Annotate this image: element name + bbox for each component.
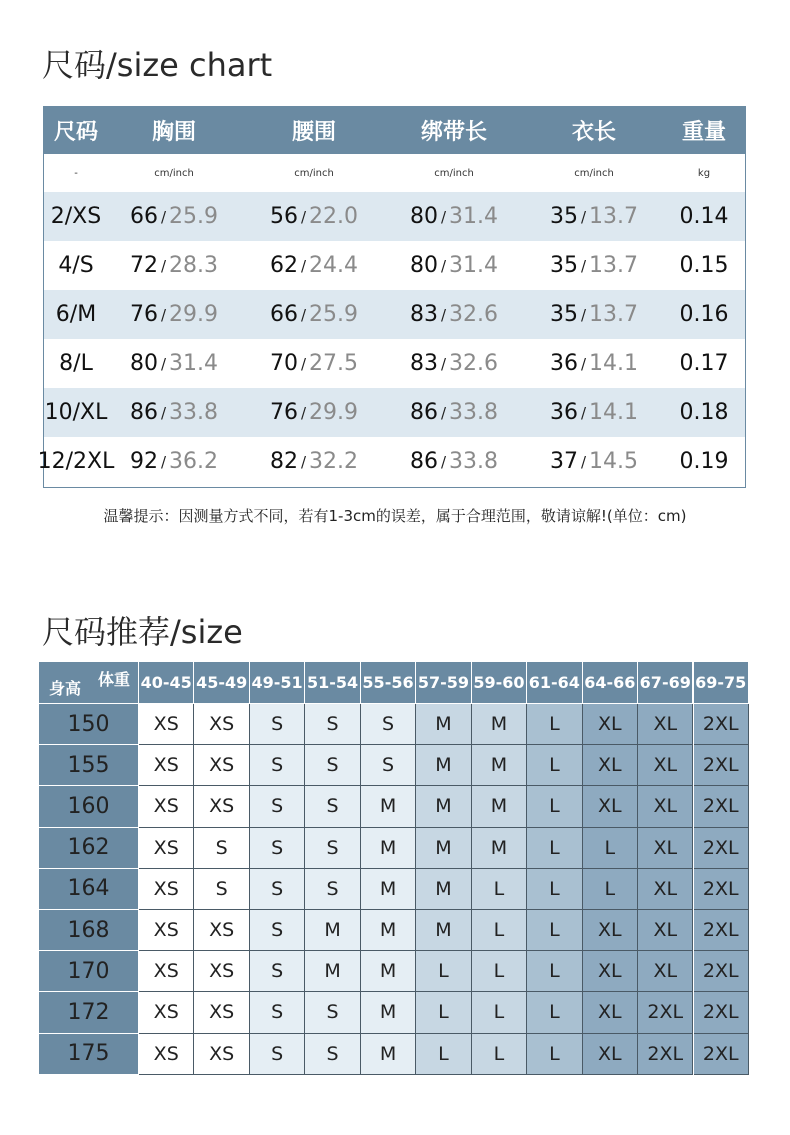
size-recommend-cell: M bbox=[361, 1034, 416, 1075]
separator: / bbox=[580, 354, 587, 373]
size-recommend-cell: XS bbox=[194, 992, 249, 1033]
measure-cell bbox=[529, 388, 659, 437]
header-cell-3: 绑带长 bbox=[420, 120, 487, 145]
size-recommend-cell: XS bbox=[139, 745, 194, 786]
size-recommend-cell: XS bbox=[139, 786, 194, 827]
cm-value: 66 bbox=[269, 302, 298, 327]
size-recommend-cell: L bbox=[527, 869, 582, 910]
separator: / bbox=[160, 354, 167, 373]
measure-cell bbox=[109, 388, 239, 437]
size-recommend-cell: M bbox=[305, 951, 360, 992]
height-cell: 155 bbox=[39, 745, 139, 786]
size-recommend-cell: S bbox=[250, 1034, 305, 1075]
inch-value: 27.5 bbox=[309, 351, 359, 376]
measure-cell bbox=[249, 437, 379, 486]
size-label: 4/S bbox=[58, 253, 94, 278]
weight-value: 0.16 bbox=[679, 302, 729, 327]
inch-value: 14.5 bbox=[589, 449, 639, 474]
height-cell: 150 bbox=[39, 704, 139, 745]
size-recommend-cell: S bbox=[305, 869, 360, 910]
weight-header-cell: 69-75 bbox=[694, 662, 749, 704]
separator: / bbox=[160, 452, 167, 471]
size-recommend-cell: XS bbox=[194, 1034, 249, 1075]
size-recommend-cell: 2XL bbox=[694, 1034, 749, 1075]
size-recommend-cell: 2XL bbox=[694, 828, 749, 869]
size-recommend-cell: L bbox=[527, 828, 582, 869]
separator: / bbox=[580, 207, 587, 226]
size-recommend-cell: L bbox=[527, 992, 582, 1033]
separator: / bbox=[440, 256, 447, 275]
measure-cell bbox=[389, 192, 519, 241]
size-recommend-cell: S bbox=[305, 786, 360, 827]
size-recommend-cell: XL bbox=[638, 951, 693, 992]
height-cell: 175 bbox=[39, 1034, 139, 1075]
cm-value: 35 bbox=[549, 302, 578, 327]
measure-cell bbox=[249, 241, 379, 290]
size-recommend-table bbox=[39, 662, 749, 1075]
size-recommend-cell: L bbox=[472, 869, 527, 910]
size-recommend-cell: XL bbox=[638, 745, 693, 786]
weight-axis-label: 体重 bbox=[97, 670, 130, 689]
size-recommend-cell: S bbox=[250, 992, 305, 1033]
size-recommend-cell: S bbox=[361, 704, 416, 745]
size-chart-row bbox=[44, 339, 745, 388]
inch-value: 36.2 bbox=[169, 449, 219, 474]
size-recommend-cell: M bbox=[472, 745, 527, 786]
separator: / bbox=[440, 403, 447, 422]
size-recommend-cell: XS bbox=[139, 992, 194, 1033]
height-cell: 168 bbox=[39, 910, 139, 951]
size-label: 10/XL bbox=[44, 400, 108, 425]
cm-value: 80 bbox=[129, 351, 158, 376]
size-recommend-cell: S bbox=[305, 992, 360, 1033]
cm-value: 37 bbox=[549, 449, 578, 474]
size-recommend-cell: XS bbox=[139, 869, 194, 910]
measure-cell bbox=[389, 339, 519, 388]
size-recommend-cell: S bbox=[250, 745, 305, 786]
size-label: 6/M bbox=[55, 302, 97, 327]
header-cell-0: 尺码 bbox=[53, 120, 98, 145]
separator: / bbox=[300, 305, 307, 324]
separator: / bbox=[160, 256, 167, 275]
size-recommend-cell: XL bbox=[638, 828, 693, 869]
size-recommend-cell: XL bbox=[583, 704, 638, 745]
measure-cell bbox=[529, 290, 659, 339]
measure-cell bbox=[249, 290, 379, 339]
separator: / bbox=[300, 403, 307, 422]
size-recommend-cell: XL bbox=[583, 910, 638, 951]
header-cell-4: 衣长 bbox=[571, 120, 616, 145]
unit-cell-2: cm/inch bbox=[294, 167, 334, 179]
size-chart-header-row bbox=[44, 107, 745, 154]
size-recommend-cell: L bbox=[472, 1034, 527, 1075]
separator: / bbox=[440, 354, 447, 373]
size-recommend-cell: S bbox=[250, 828, 305, 869]
cm-value: 86 bbox=[409, 449, 438, 474]
size-recommend-cell: L bbox=[527, 910, 582, 951]
weight-header-cell: 51-54 bbox=[305, 662, 360, 704]
size-recommend-cell: L bbox=[527, 951, 582, 992]
size-recommend-cell: M bbox=[416, 704, 471, 745]
size-chart-title: 尺码/size chart bbox=[42, 46, 273, 84]
weight-header-cell: 40-45 bbox=[139, 662, 194, 704]
size-recommend-cell: XL bbox=[638, 786, 693, 827]
size-recommend-cell: 2XL bbox=[694, 745, 749, 786]
size-recommend-cell: L bbox=[527, 786, 582, 827]
separator: / bbox=[440, 305, 447, 324]
size-recommend-cell: M bbox=[416, 869, 471, 910]
inch-value: 22.0 bbox=[309, 204, 359, 229]
size-recommend-cell: M bbox=[416, 828, 471, 869]
measure-cell bbox=[389, 388, 519, 437]
weight-value: 0.18 bbox=[679, 400, 729, 425]
size-recommend-cell: 2XL bbox=[694, 786, 749, 827]
size-recommend-cell: XL bbox=[583, 745, 638, 786]
size-recommend-cell: L bbox=[527, 1034, 582, 1075]
size-recommend-cell: L bbox=[416, 1034, 471, 1075]
separator: / bbox=[300, 452, 307, 471]
separator: / bbox=[160, 207, 167, 226]
measure-cell bbox=[389, 241, 519, 290]
weight-header-cell: 64-66 bbox=[583, 662, 638, 704]
inch-value: 24.4 bbox=[309, 253, 359, 278]
size-recommend-cell: S bbox=[250, 951, 305, 992]
cm-value: 56 bbox=[269, 204, 298, 229]
size-recommend-cell: XS bbox=[139, 1034, 194, 1075]
cm-value: 35 bbox=[549, 204, 578, 229]
measure-cell bbox=[529, 339, 659, 388]
size-recommend-cell: 2XL bbox=[638, 992, 693, 1033]
size-recommend-cell: M bbox=[472, 704, 527, 745]
weight-header-cell: 49-51 bbox=[250, 662, 305, 704]
cm-value: 92 bbox=[129, 449, 158, 474]
separator: / bbox=[580, 256, 587, 275]
weight-header-cell: 61-64 bbox=[527, 662, 582, 704]
size-recommend-cell: XS bbox=[139, 951, 194, 992]
corner-header-cell bbox=[39, 662, 139, 704]
size-recommend-cell: XS bbox=[194, 910, 249, 951]
size-recommend-cell: XL bbox=[583, 1034, 638, 1075]
size-recommend-cell: S bbox=[194, 869, 249, 910]
inch-value: 14.1 bbox=[589, 400, 639, 425]
size-chart-row bbox=[44, 290, 745, 339]
header-cell-2: 腰围 bbox=[291, 120, 336, 145]
separator: / bbox=[440, 452, 447, 471]
cm-value: 86 bbox=[129, 400, 158, 425]
size-recommend-cell: M bbox=[361, 951, 416, 992]
cm-value: 76 bbox=[269, 400, 298, 425]
size-recommend-cell: 2XL bbox=[694, 951, 749, 992]
size-recommend-cell: L bbox=[527, 745, 582, 786]
separator: / bbox=[580, 305, 587, 324]
inch-value: 13.7 bbox=[589, 302, 639, 327]
cm-value: 83 bbox=[409, 351, 438, 376]
size-recommend-cell: 2XL bbox=[638, 1034, 693, 1075]
inch-value: 25.9 bbox=[309, 302, 359, 327]
size-chart-unit-row bbox=[44, 154, 745, 192]
size-recommend-cell: L bbox=[472, 910, 527, 951]
size-recommend-cell: M bbox=[472, 828, 527, 869]
cm-value: 36 bbox=[549, 400, 578, 425]
size-chart-row bbox=[44, 192, 745, 241]
unit-cell-5: kg bbox=[697, 167, 711, 179]
size-recommend-cell: XS bbox=[139, 704, 194, 745]
size-recommend-cell: S bbox=[305, 704, 360, 745]
weight-header-cell: 55-56 bbox=[361, 662, 416, 704]
measure-cell bbox=[529, 437, 659, 486]
size-recommend-cell: M bbox=[361, 992, 416, 1033]
size-recommend-cell: XL bbox=[638, 869, 693, 910]
separator: / bbox=[440, 207, 447, 226]
size-label: 2/XS bbox=[50, 204, 102, 229]
size-recommend-cell: M bbox=[416, 786, 471, 827]
inch-value: 32.6 bbox=[449, 351, 499, 376]
weight-header-cell: 45-49 bbox=[194, 662, 249, 704]
size-recommend-cell: S bbox=[250, 910, 305, 951]
measure-cell bbox=[249, 192, 379, 241]
height-cell: 160 bbox=[39, 786, 139, 827]
inch-value: 13.7 bbox=[589, 253, 639, 278]
cm-value: 62 bbox=[269, 253, 298, 278]
inch-value: 32.2 bbox=[309, 449, 359, 474]
size-recommend-cell: XL bbox=[583, 951, 638, 992]
size-recommend-cell: S bbox=[250, 869, 305, 910]
measure-cell bbox=[109, 192, 239, 241]
size-recommend-cell: XS bbox=[139, 910, 194, 951]
weight-value: 0.17 bbox=[679, 351, 729, 376]
size-recommend-cell: L bbox=[416, 992, 471, 1033]
separator: / bbox=[160, 403, 167, 422]
separator: / bbox=[300, 207, 307, 226]
size-recommend-cell: XS bbox=[194, 951, 249, 992]
size-recommend-cell: 2XL bbox=[694, 992, 749, 1033]
cm-value: 76 bbox=[129, 302, 158, 327]
inch-value: 25.9 bbox=[169, 204, 219, 229]
separator: / bbox=[580, 452, 587, 471]
size-recommend-cell: XS bbox=[139, 828, 194, 869]
size-recommend-cell: M bbox=[361, 786, 416, 827]
inch-value: 31.4 bbox=[449, 253, 499, 278]
size-recommend-cell: L bbox=[472, 992, 527, 1033]
height-cell: 162 bbox=[39, 828, 139, 869]
measure-cell bbox=[249, 388, 379, 437]
size-recommend-cell: 2XL bbox=[694, 704, 749, 745]
inch-value: 33.8 bbox=[169, 400, 219, 425]
size-chart-table bbox=[37, 106, 746, 488]
weight-header-cell: 57-59 bbox=[416, 662, 471, 704]
separator: / bbox=[300, 354, 307, 373]
weight-header-cell: 67-69 bbox=[638, 662, 693, 704]
unit-cell-0: - bbox=[74, 167, 78, 179]
size-recommend-cell: XS bbox=[194, 745, 249, 786]
inch-value: 29.9 bbox=[309, 400, 359, 425]
size-recommend-cell: S bbox=[250, 786, 305, 827]
size-recommend-cell: L bbox=[416, 951, 471, 992]
height-axis-label: 身高 bbox=[49, 679, 82, 698]
size-chart-row bbox=[37, 437, 745, 486]
size-label: 8/L bbox=[59, 351, 93, 376]
measure-cell bbox=[389, 290, 519, 339]
size-recommend-cell: M bbox=[305, 910, 360, 951]
header-cell-1: 胸围 bbox=[151, 120, 196, 145]
height-cell: 172 bbox=[39, 992, 139, 1033]
inch-value: 31.4 bbox=[169, 351, 219, 376]
height-cell: 170 bbox=[39, 951, 139, 992]
inch-value: 32.6 bbox=[449, 302, 499, 327]
height-cell: 164 bbox=[39, 869, 139, 910]
cm-value: 86 bbox=[409, 400, 438, 425]
size-recommend-cell: M bbox=[416, 745, 471, 786]
measure-cell bbox=[529, 192, 659, 241]
size-chart-row bbox=[44, 241, 745, 290]
size-recommend-cell: XL bbox=[583, 786, 638, 827]
size-recommend-cell: S bbox=[361, 745, 416, 786]
cm-value: 80 bbox=[409, 253, 438, 278]
size-recommend-cell: L bbox=[583, 869, 638, 910]
weight-value: 0.15 bbox=[679, 253, 729, 278]
measure-cell bbox=[249, 339, 379, 388]
separator: / bbox=[300, 256, 307, 275]
size-recommend-cell: S bbox=[305, 745, 360, 786]
inch-value: 13.7 bbox=[589, 204, 639, 229]
header-cell-5: 重量 bbox=[681, 120, 726, 145]
measure-cell bbox=[109, 241, 239, 290]
cm-value: 80 bbox=[409, 204, 438, 229]
size-recommend-cell: M bbox=[472, 786, 527, 827]
size-recommend-cell: L bbox=[583, 828, 638, 869]
size-chart-row bbox=[44, 388, 745, 437]
inch-value: 28.3 bbox=[169, 253, 219, 278]
inch-value: 14.1 bbox=[589, 351, 639, 376]
size-recommend-cell: 2XL bbox=[694, 869, 749, 910]
weight-value: 0.19 bbox=[679, 449, 729, 474]
separator: / bbox=[160, 305, 167, 324]
size-recommend-cell: 2XL bbox=[694, 910, 749, 951]
size-recommend-cell: XS bbox=[194, 704, 249, 745]
size-label: 12/2XL bbox=[37, 449, 115, 474]
size-recommend-cell: M bbox=[361, 828, 416, 869]
measure-cell bbox=[529, 241, 659, 290]
measure-cell bbox=[109, 290, 239, 339]
cm-value: 35 bbox=[549, 253, 578, 278]
unit-cell-4: cm/inch bbox=[574, 167, 614, 179]
size-recommend-cell: S bbox=[305, 1034, 360, 1075]
size-recommend-cell: M bbox=[416, 910, 471, 951]
measure-cell bbox=[109, 339, 239, 388]
size-recommend-cell: S bbox=[305, 828, 360, 869]
measure-cell bbox=[109, 437, 239, 486]
cm-value: 72 bbox=[129, 253, 158, 278]
cm-value: 66 bbox=[129, 204, 158, 229]
cm-value: 36 bbox=[549, 351, 578, 376]
separator: / bbox=[580, 403, 587, 422]
unit-cell-1: cm/inch bbox=[154, 167, 194, 179]
inch-value: 33.8 bbox=[449, 400, 499, 425]
size-recommend-cell: M bbox=[361, 910, 416, 951]
measurement-note: 温馨提示：因测量方式不同，若有1-3cm的误差，属于合理范围，敬请谅解!(单位：cm) bbox=[103, 507, 687, 525]
cm-value: 82 bbox=[269, 449, 298, 474]
unit-cell-3: cm/inch bbox=[434, 167, 474, 179]
size-recommend-title: 尺码推荐/size bbox=[42, 613, 243, 651]
size-recommend-cell: M bbox=[361, 869, 416, 910]
size-recommend-cell: L bbox=[527, 704, 582, 745]
size-recommend-cell: XS bbox=[194, 786, 249, 827]
size-recommend-cell: S bbox=[250, 704, 305, 745]
size-recommend-cell: L bbox=[472, 951, 527, 992]
inch-value: 33.8 bbox=[449, 449, 499, 474]
inch-value: 31.4 bbox=[449, 204, 499, 229]
inch-value: 29.9 bbox=[169, 302, 219, 327]
weight-value: 0.14 bbox=[679, 204, 729, 229]
weight-header-cell: 59-60 bbox=[472, 662, 527, 704]
size-recommend-cell: XL bbox=[638, 910, 693, 951]
size-recommend-cell: XL bbox=[583, 992, 638, 1033]
size-recommend-cell: XL bbox=[638, 704, 693, 745]
size-recommend-cell: S bbox=[194, 828, 249, 869]
measure-cell bbox=[389, 437, 519, 486]
cm-value: 70 bbox=[269, 351, 298, 376]
cm-value: 83 bbox=[409, 302, 438, 327]
